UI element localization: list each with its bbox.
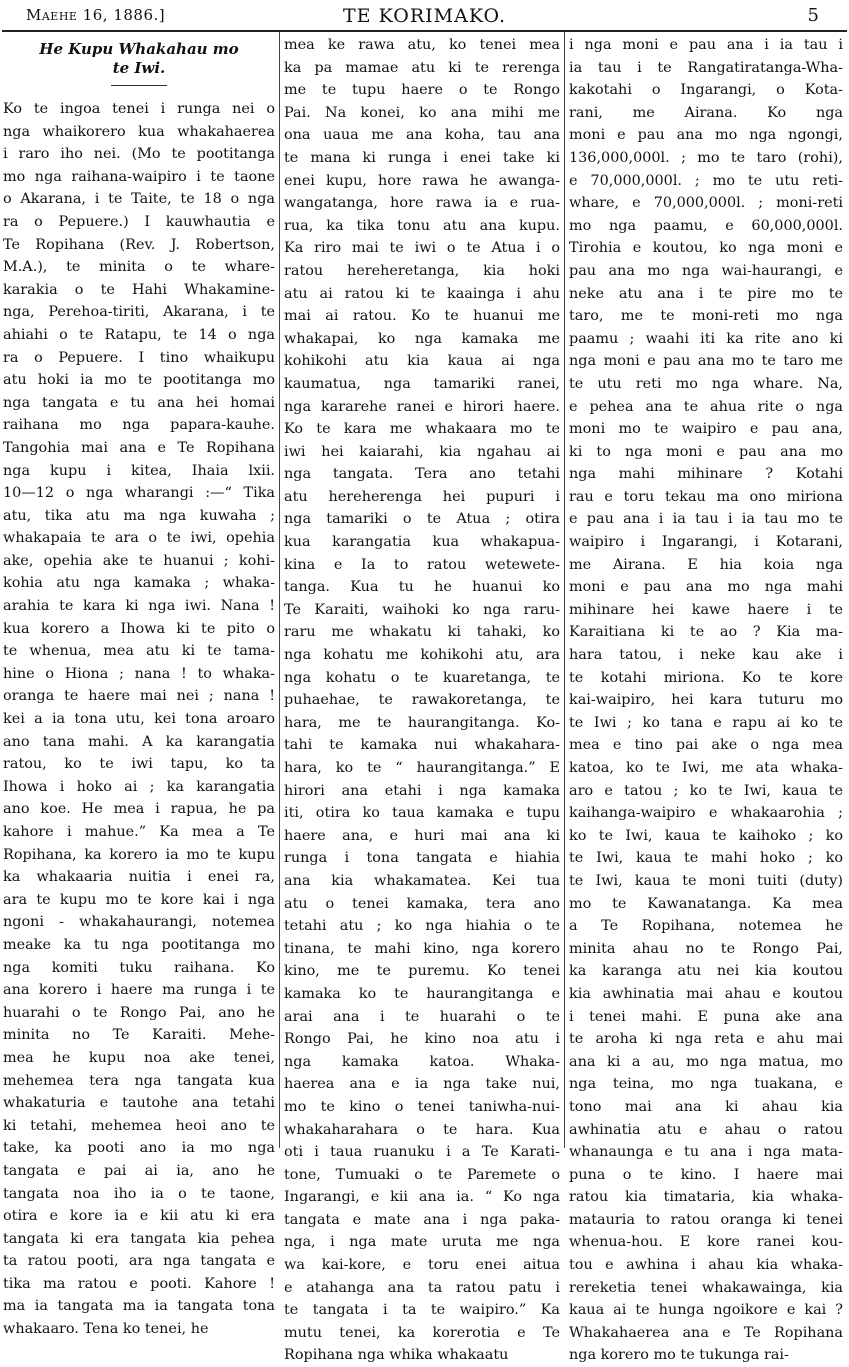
article-title-line: He Kupu Whakahau mo bbox=[39, 40, 239, 58]
text-line: mutu tenei, ka korerotia e Te bbox=[284, 1324, 560, 1341]
text-column-3 bbox=[569, 34, 843, 1364]
text-line: nga kararehe ranei e hirori haere. bbox=[284, 398, 560, 415]
text-line: nga kupu i kitea, Ihaia lxii. bbox=[3, 462, 275, 479]
text-line: ma ia tangata ma ia tangata tona bbox=[3, 1298, 275, 1315]
text-line: me te tupu haere o te Rongo bbox=[284, 82, 560, 99]
text-line: a Te Ropihana, notemea he bbox=[569, 918, 843, 935]
text-line: ka whakaaria nuitia i enei ra, bbox=[3, 869, 275, 886]
text-line: whakapai, ko nga kamaka me bbox=[284, 330, 560, 347]
text-line: arahia te kara ki nga iwi. Nana ! bbox=[3, 598, 275, 615]
text-line: oti i taua ruanuku i a Te Karati- bbox=[284, 1144, 560, 1161]
text-line: nga tamariki o te Atua ; otira bbox=[284, 511, 560, 528]
text-line: nga moni e pau ana mo te taro me bbox=[569, 353, 843, 370]
text-line: tono mai ana ki ahau kia bbox=[569, 1098, 843, 1115]
text-line: kina e Ia to ratou wetewete- bbox=[284, 556, 560, 573]
text-line: nga, i nga mate uruta me nga bbox=[284, 1234, 560, 1251]
text-line: aro e tatou ; ko te Iwi, kaua te bbox=[569, 782, 843, 799]
text-line: kamaka ko te haurangitanga e bbox=[284, 985, 560, 1002]
text-line: Te Ropihana (Rev. J. Robertson, bbox=[3, 236, 275, 253]
text-line: nga tangata. Tera ano tetahi bbox=[284, 466, 560, 483]
text-line: mea he kupu noa ake tenei, bbox=[3, 1049, 275, 1066]
text-line: nga kamaka katoa. Whaka- bbox=[284, 1053, 560, 1070]
text-line: ratou kia timataria, kia whaka- bbox=[569, 1189, 843, 1206]
text-line: Ko te ingoa tenei i runga nei o bbox=[3, 101, 275, 117]
text-line: tanga. Kua tu he huanui ko bbox=[284, 579, 560, 596]
text-line: te aroha ki nga reta e ahu mai bbox=[569, 1031, 843, 1048]
text-line: ngoni - whakahaurangi, notemea bbox=[3, 914, 275, 931]
text-line: mo te Kawanatanga. Ka mea bbox=[569, 895, 843, 912]
text-line: paamu ; waahi iti ka rite ano ki bbox=[569, 330, 843, 347]
page-number: 5 bbox=[807, 5, 819, 26]
text-line: tangata noa iho ia o te taone, bbox=[3, 1185, 275, 1202]
text-line: i nga moni e pau ana i ia tau i bbox=[569, 37, 843, 53]
text-line: wa kai-kore, e toru enei aitua bbox=[284, 1257, 560, 1274]
text-line: otira e kore ia e kii atu ki era bbox=[3, 1208, 275, 1225]
text-line: neke atu ana i te pire mo te bbox=[569, 285, 843, 302]
text-line: ki tetahi, mehemea heoi ano te bbox=[3, 1117, 275, 1134]
text-line: arai ana i te huarahi o te bbox=[284, 1008, 560, 1025]
article-title bbox=[17, 40, 261, 78]
text-line: oranga te haere mai nei ; nana ! bbox=[3, 688, 275, 705]
text-line: te whenua, mea atu ki te tama- bbox=[3, 643, 275, 660]
text-line: atu, tika atu ma nga kuwaha ; bbox=[3, 507, 275, 524]
text-line: o Akarana, i te Taite, te 18 o nga bbox=[3, 191, 275, 208]
text-line: ta ratou pooti, ara nga tangata e bbox=[3, 1253, 275, 1270]
text-line: mai ai ratou. Ko te huanui me bbox=[284, 308, 560, 325]
text-line: Ropihana nga whika whakaatu bbox=[284, 1347, 509, 1364]
text-line: kaumatua, nga tamariki ranei, bbox=[284, 375, 560, 392]
text-line: nga kohatu o te kuaretanga, te bbox=[284, 669, 560, 686]
text-line: haere ana, e huri mai ana ki bbox=[284, 827, 560, 844]
text-line: whakaharahara o te hara. Kua bbox=[284, 1121, 560, 1138]
text-line: huarahi o te Rongo Pai, ano he bbox=[3, 1004, 275, 1021]
text-line: pau ana mo nga wai-haurangi, e bbox=[569, 262, 843, 279]
newspaper-title: TE KORIMAKO. bbox=[342, 5, 507, 27]
text-line: raihana mo nga papara-kauhe. bbox=[3, 417, 275, 434]
column-divider bbox=[564, 32, 565, 1148]
text-line: ia tau i te Rangatiratanga-Wha- bbox=[569, 59, 843, 76]
text-line: katoa, ko te Iwi, me ata whaka- bbox=[569, 760, 843, 776]
text-line: ra o Pepuere.) I kauwhautia e bbox=[3, 213, 275, 230]
text-line: e pehea ana te ahua rite o nga bbox=[569, 398, 843, 415]
text-line: matauria to ratou oranga ki tenei bbox=[569, 1211, 843, 1228]
text-line: ara te kupu mo te kore kai i nga bbox=[3, 891, 275, 908]
text-line: ka pa mamae atu ki te rerenga bbox=[284, 59, 560, 76]
text-line: mehemea tera nga tangata kua bbox=[3, 1072, 275, 1089]
text-line: kahore i mahue.” Ka mea a Te bbox=[3, 824, 275, 840]
text-line: awhinatia atu e ahau o ratou bbox=[569, 1121, 843, 1138]
text-line: iwi hei kaiarahi, kia ngahau ai bbox=[284, 443, 560, 460]
text-line: te Iwi, kaua te mahi hoko ; ko bbox=[569, 850, 843, 867]
text-line: mo nga raihana-waipiro i te taone bbox=[3, 168, 275, 185]
text-line: i raro iho nei. (Mo te pootitanga bbox=[3, 146, 275, 163]
header-rule bbox=[2, 30, 847, 32]
text-line: hara, me te haurangitanga. Ko- bbox=[284, 714, 560, 731]
text-line: te Iwi ; ko tana e rapu ai ko te bbox=[569, 714, 843, 731]
text-line: minita ahau no te Rongo Pai, bbox=[569, 940, 843, 957]
text-line: nga komiti tuku raihana. Ko bbox=[3, 959, 275, 976]
text-line: Karaitiana ki te ao ? Kia ma- bbox=[569, 624, 843, 641]
text-line: rau e toru tekau ma ono miriona bbox=[569, 488, 843, 505]
text-line: tou e awhina i ahau kia whaka- bbox=[569, 1257, 843, 1274]
text-line: e pau ana i ia tau i ia tau mo te bbox=[569, 511, 843, 528]
text-line: Whakahaerea ana e Te Ropihana bbox=[569, 1324, 843, 1341]
text-line: 136,000,000l. ; mo te taro (rohi), bbox=[569, 149, 843, 166]
text-line: ana ki a au, mo nga matua, mo bbox=[569, 1053, 843, 1070]
text-line: ahiahi o te Ratapu, te 14 o nga bbox=[3, 326, 275, 343]
text-line: mo nga paamu, e 60,000,000l. bbox=[569, 217, 843, 234]
issue-date: Maehe 16, 1886.] bbox=[26, 6, 166, 24]
text-line: Tirohia e koutou, ko nga moni e bbox=[569, 240, 843, 257]
text-line: Ka riro mai te iwi o te Atua i o bbox=[284, 240, 560, 257]
text-line: tinana, te mahi kino, nga korero bbox=[284, 940, 560, 957]
text-line: ano koe. He mea i rapua, he pa bbox=[3, 801, 275, 818]
text-line: puhaehae, te rawakoretanga, te bbox=[284, 692, 560, 709]
text-line: moni e pau ana mo nga mahi bbox=[569, 579, 843, 596]
text-line: kohikohi atu kia kaua ai nga bbox=[284, 353, 560, 370]
text-line: Ko te kara me whakaara mo te bbox=[284, 421, 560, 438]
text-line: kua korero a Ihowa ki te pito o bbox=[3, 620, 275, 637]
text-line: nga kohatu me kohikohi atu, ara bbox=[284, 647, 560, 664]
text-line: hine o Hiona ; nana ! to whaka- bbox=[3, 665, 275, 682]
text-line: M.A.), te minita o te whare- bbox=[3, 259, 275, 276]
text-line: nga whaikorero kua whakahaerea bbox=[3, 123, 275, 140]
text-line: moni e pau ana mo nga ngongi, bbox=[569, 127, 843, 144]
text-line: taro, me te moni-reti mo nga bbox=[569, 308, 843, 325]
text-line: te mana ki runga i enei take ki bbox=[284, 149, 560, 166]
text-line: mea ke rawa atu, ko tenei mea bbox=[284, 37, 560, 53]
text-line: ratou hereheretanga, kia hoki bbox=[284, 262, 560, 279]
text-line: ana kia whakamatea. Kei tua bbox=[284, 872, 560, 889]
text-line: minita no Te Karaiti. Mehe- bbox=[3, 1027, 275, 1044]
text-line: hara, ko te “ haurangitanga.” E bbox=[284, 760, 560, 776]
text-line: Rongo Pai, he kino noa atu i bbox=[284, 1031, 560, 1048]
text-line: te Iwi, kaua te moni tuiti (duty) bbox=[569, 872, 843, 889]
article-title-line: te Iwi. bbox=[112, 59, 166, 77]
text-line: Ihowa i hoko ai ; ka karangatia bbox=[3, 778, 275, 795]
text-line: kei a ia tona utu, kei tona aroaro bbox=[3, 711, 275, 728]
text-line: kakotahi o Ingarangi, o Kota- bbox=[569, 82, 843, 99]
text-line: tahi te kamaka nui whakahara- bbox=[284, 737, 560, 754]
text-line: tetahi atu ; ko nga hiahia o te bbox=[284, 918, 560, 935]
text-line: enei kupu, hore rawa he awanga- bbox=[284, 172, 560, 189]
page-header bbox=[0, 0, 849, 30]
text-line: kaihanga-waipiro e whakaarohia ; bbox=[569, 805, 843, 822]
text-line: Pai. Na konei, ko ana mihi me bbox=[284, 104, 560, 121]
text-line: ano tana mahi. A ka karangatia bbox=[3, 733, 275, 750]
text-column-2 bbox=[284, 34, 560, 1364]
text-line: Te Karaiti, waihoki ko nga raru- bbox=[284, 601, 560, 618]
text-line: nga korero mo te tukunga rai- bbox=[569, 1347, 789, 1364]
text-line: Ingarangi, e kii ana ia. “ Ko nga bbox=[284, 1189, 560, 1206]
text-line: atu o tenei kamaka, tera ano bbox=[284, 895, 560, 912]
text-line: e atahanga ana ta ratou patu i bbox=[284, 1279, 560, 1296]
title-rule bbox=[111, 85, 167, 86]
text-line: me Airana. E hia koia nga bbox=[569, 556, 843, 573]
text-line: waipiro i Ingarangi, i Kotarani, bbox=[569, 534, 843, 551]
text-line: mo te kino o tenei taniwha-nui- bbox=[284, 1098, 560, 1115]
text-line: kua karangatia kua whakapua- bbox=[284, 534, 560, 551]
text-line: atu hoki ia mo te pootitanga mo bbox=[3, 372, 275, 389]
text-line: nga, Perehoa-tiriti, Akarana, i te bbox=[3, 304, 275, 321]
text-line: ratou, ko te iwi tapu, ko ta bbox=[3, 756, 275, 773]
text-line: kohia atu nga kamaka ; whaka- bbox=[3, 575, 275, 592]
text-line: Tangohia mai ana e Te Ropihana bbox=[3, 439, 275, 456]
text-line: atu hereherenga hei pupuri i bbox=[284, 488, 560, 505]
text-line: ko te Iwi, kaua te kaihoko ; ko bbox=[569, 827, 843, 844]
text-line: tangata e mate ana i nga paka- bbox=[284, 1211, 560, 1228]
text-line: ra o Pepuere. I tino whaikupu bbox=[3, 349, 275, 366]
text-line: ana korero i haere ma runga i te bbox=[3, 982, 275, 999]
text-line: rani, me Airana. Ko nga bbox=[569, 104, 843, 121]
text-line: ake, opehia ake te huanui ; kohi- bbox=[3, 552, 275, 569]
text-line: puna o te kino. I haere mai bbox=[569, 1166, 843, 1183]
text-line: kai-waipiro, hei kara tuturu mo bbox=[569, 692, 843, 709]
text-line: e 70,000,000l. ; mo te utu reti- bbox=[569, 172, 843, 189]
text-line: hirori ana etahi i nga kamaka bbox=[284, 782, 560, 799]
text-line: kaua ai te hunga ngoikore e kai ? bbox=[569, 1302, 843, 1319]
text-line: runga i tona tangata e hiahia bbox=[284, 850, 560, 867]
text-line: iti, otira ko taua kamaka e tupu bbox=[284, 805, 560, 822]
text-line: tika ma ratou e pooti. Kahore ! bbox=[3, 1275, 275, 1292]
column-divider bbox=[279, 32, 280, 1148]
text-line: 10—12 o nga wharangi :—“ Tika bbox=[3, 485, 275, 502]
text-line: nga teina, mo nga tuakana, e bbox=[569, 1076, 843, 1093]
text-line: tone, Tumuaki o te Paremete o bbox=[284, 1166, 560, 1183]
text-line: ka karanga atu nei kia koutou bbox=[569, 963, 843, 980]
text-line: ona uaua me ana koha, tau ana bbox=[284, 127, 560, 144]
text-line: whakapaia te ara o te iwi, opehia bbox=[3, 530, 275, 547]
text-line: Ropihana, ka korero ia mo te kupu bbox=[3, 846, 275, 863]
text-line: nga mahi mihinare ? Kotahi bbox=[569, 466, 843, 483]
text-line: i tenei mahi. E puna ake ana bbox=[569, 1008, 843, 1025]
text-line: tangata ki era tangata kia pehea bbox=[3, 1230, 275, 1247]
text-line: te utu reti mo nga whare. Na, bbox=[569, 375, 843, 392]
text-line: tangata e pai ai ia, ano he bbox=[3, 1162, 275, 1179]
text-column-1 bbox=[3, 34, 275, 1338]
text-line: karakia o te Hahi Whakamine- bbox=[3, 281, 275, 298]
text-line: rereketia tenei whakawainga, kia bbox=[569, 1279, 843, 1296]
text-line: take, ka pooti ano ia mo nga bbox=[3, 1140, 275, 1157]
text-line: raru me whakatu ki tahaki, ko bbox=[284, 624, 560, 641]
text-line: mihinare hei kawe haere i te bbox=[569, 601, 843, 618]
text-line: meake ka tu nga pootitanga mo bbox=[3, 936, 275, 953]
text-line: atu ai ratou ki te kaainga i ahu bbox=[284, 285, 560, 302]
text-line: mea e tino pai ake o nga mea bbox=[569, 737, 843, 754]
text-line: whakaturia e tautohe ana tetahi bbox=[3, 1095, 275, 1112]
text-line: rua, ka tika tonu atu ana kupu. bbox=[284, 217, 560, 234]
text-line: hara tatou, i neke kau ake i bbox=[569, 647, 843, 664]
text-line: whare, e 70,000,000l. ; moni-reti bbox=[569, 195, 843, 212]
text-line: wangatanga, hore rawa ia e rua- bbox=[284, 195, 560, 212]
text-line: whakaaro. Tena ko tenei, he bbox=[3, 1321, 209, 1338]
text-line: kino, me te puremu. Ko tenei bbox=[284, 963, 560, 980]
text-line: moni mo te waipiro e pau ana, bbox=[569, 421, 843, 438]
text-line: te tangata i ta te waipiro.” Ka bbox=[284, 1302, 560, 1319]
text-line: kia awhinatia mai ahau e koutou bbox=[569, 985, 843, 1002]
text-line: ki to nga moni e pau ana mo bbox=[569, 443, 843, 460]
text-line: nga tangata e tu ana hei homai bbox=[3, 394, 275, 411]
text-line: te kotahi miriona. Ko te kore bbox=[569, 669, 843, 686]
text-line: haerea ana e ia nga take nui, bbox=[284, 1076, 560, 1093]
text-line: whanaunga e tu ana i nga mata- bbox=[569, 1144, 843, 1161]
text-line: whenua-hou. E kore ranei kou- bbox=[569, 1234, 843, 1251]
